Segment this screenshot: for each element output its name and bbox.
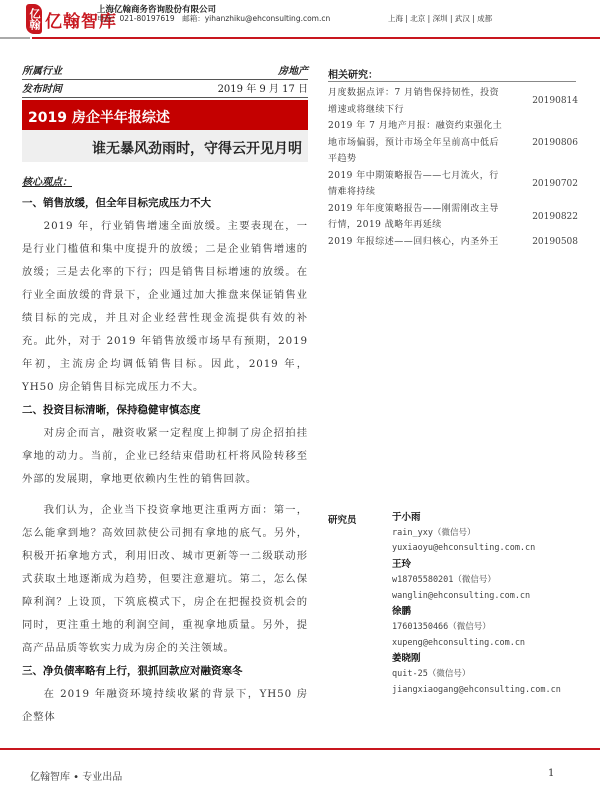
researcher-wechat: rain_yxy（微信号） xyxy=(392,527,476,538)
meta-date-row xyxy=(22,80,308,98)
industry-value: 房地产 xyxy=(278,66,308,77)
section-heading: 二、投资目标清晰，保持稳健审慎态度 xyxy=(22,404,201,416)
related-title[interactable]: 2019 年中期策略报告——七月流火，行情难将持续 xyxy=(328,170,499,197)
related-divider xyxy=(328,81,576,82)
related-date: 20190806 xyxy=(532,137,578,148)
paragraph: 我们认为，企业当下投资拿地更注重两方面：第一，怎么能拿到地？高效回款使公司拥有拿地的底气。另外，积极开拓拿地方式，利用旧改、城市更新等一二级联动形式获取土地逐渐成为趋势，但要注意避坑。第二，怎么保障利润？上设顶，下筑底模式下，房企在把握投资机会的同时，更注重土地的利润空间，重视拿地质量。另外，提高产品品质等软实力成为房企的关注领域。 xyxy=(22,504,308,654)
contact-info: 电话：021-80197619 邮箱：yihanzhiku@ehconsulting.com.cn xyxy=(97,14,331,23)
paragraph: 2019 年，行业销售增速全面放缓。主要表现在，一是行业门槛值和集中度提升的放缓；二是企业销售增速的放缓；三是去化率的下行；四是销售目标增速的放缓。在行业全面放缓的背景下，企业通过加大推盘来保证销售业绩目标的完成，并且对企业经营性现金流提供有效的补充。此外，对于 2019 年销售放缓市场早有预期，2019 年初，主流房企均调低销售目标。因此，2019 年，YH50 房企销售目标完成压力不大。 xyxy=(22,220,308,393)
meta-industry-row xyxy=(22,62,308,80)
date-value: 2019 年 9 月 17 日 xyxy=(217,84,308,95)
report-subtitle: 谁无暴风劲雨时，守得云开见月明 xyxy=(22,130,308,162)
researcher-name: 徐鹏 xyxy=(392,606,412,618)
researcher-wechat: quit-25（微信号） xyxy=(392,669,471,680)
related-date: 20190508 xyxy=(532,236,578,247)
company-name: 上海亿翰商务咨询股份有限公司 xyxy=(97,5,217,15)
footer-divider xyxy=(0,748,600,750)
researchers-label: 研究员 xyxy=(328,515,357,526)
office-cities: 上海 | 北京 | 深圳 | 武汉 | 成都 xyxy=(388,14,493,23)
related-title[interactable]: 2019 年年度策略报告——刚需刚改主导行情，2019 战略年再延续 xyxy=(328,203,499,230)
logo-text: 亿翰智库 xyxy=(45,11,117,32)
related-date: 20190814 xyxy=(532,96,578,107)
related-title[interactable]: 月度数据点评：7 月销售保持韧性，投资增速或将继续下行 xyxy=(328,88,500,115)
paragraph: 对房企而言，融资收紧一定程度上抑制了房企招拍挂拿地的动力。当前，企业已经结束借助杠杆将风险转移至外部的发展期，拿地更依赖内生性的销售回款。 xyxy=(22,427,308,485)
footer-brand: 亿翰智库 • 专业出品 xyxy=(30,772,123,783)
researcher-name: 王玲 xyxy=(392,559,412,571)
logo-mark-icon: 亿翰 xyxy=(26,4,42,34)
related-item[interactable] xyxy=(328,201,578,234)
researcher-email[interactable]: wanglin@ehconsulting.com.cn xyxy=(392,590,531,601)
related-item[interactable] xyxy=(328,85,578,118)
researcher-name: 姜晓刚 xyxy=(392,653,421,665)
core-views-label: 核心观点： xyxy=(22,177,72,188)
related-date: 20190702 xyxy=(532,178,578,189)
related-research-list xyxy=(328,85,578,250)
related-item[interactable] xyxy=(328,234,578,251)
researcher-name: 于小雨 xyxy=(392,512,421,523)
industry-label: 所属行业 xyxy=(22,66,62,77)
related-research-label: 相关研究： xyxy=(328,70,378,81)
researcher-wechat: w18705580201（微信号） xyxy=(392,574,496,585)
header-divider-red xyxy=(32,37,600,39)
page-number: 1 xyxy=(548,768,555,779)
researcher-email[interactable]: jiangxiaogang@ehconsulting.com.cn xyxy=(392,684,561,695)
researcher-email[interactable]: xupeng@ehconsulting.com.cn xyxy=(392,637,526,648)
header-divider-gray xyxy=(0,37,30,39)
date-label: 发布时间 xyxy=(22,84,62,95)
related-item[interactable] xyxy=(328,168,578,201)
paragraph: 在 2019 年融资环境持续收紧的背景下，YH50 房企整体 xyxy=(22,688,308,723)
related-title[interactable]: 2019 年报综述——回归核心，内圣外王 xyxy=(328,236,499,247)
report-title: 2019 房企半年报综述 xyxy=(22,100,308,130)
researcher-email[interactable]: yuxiaoyu@ehconsulting.com.cn xyxy=(392,543,536,554)
related-date: 20190822 xyxy=(532,211,578,222)
report-body xyxy=(22,192,308,729)
researcher-wechat: 17601350466（微信号） xyxy=(392,621,491,632)
researchers-list xyxy=(392,510,561,698)
related-title[interactable]: 2019 年 7 月地产月报：融资约束强化土地市场偏弱，预计市场全年呈前高中低后平趋势 xyxy=(328,121,503,164)
section-heading: 一、销售放缓，但全年目标完成压力不大 xyxy=(22,197,211,209)
related-item[interactable] xyxy=(328,118,578,168)
section-heading: 三、净负债率略有上行，狠抓回款应对融资寒冬 xyxy=(22,665,243,677)
